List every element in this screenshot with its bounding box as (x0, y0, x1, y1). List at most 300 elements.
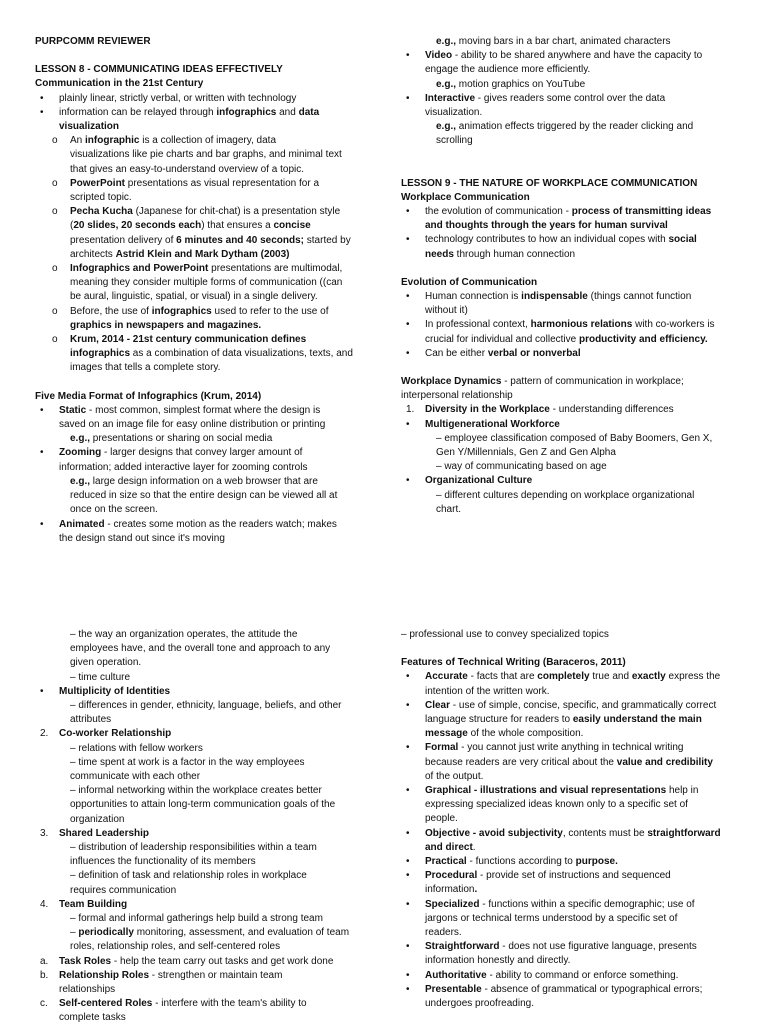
text: – (70, 927, 79, 939)
text: - gives readers some control over the data (475, 92, 666, 104)
list-continuation (35, 532, 370, 546)
column-top-left (35, 35, 370, 546)
bullet-icon: • (406, 983, 410, 995)
bold-text: Infographics and PowerPoint (70, 263, 209, 275)
bold-text: Team Building (59, 898, 128, 910)
text: meaning they consider multiple forms of communication ((can (70, 277, 343, 289)
bullet-icon: • (406, 234, 410, 246)
list-continuation (401, 134, 736, 148)
list-continuation (35, 855, 370, 869)
list-item (401, 403, 736, 417)
list-item (35, 333, 370, 347)
bullet-icon: • (40, 106, 44, 118)
text: communicate with each other (70, 771, 201, 783)
list-item (401, 827, 736, 841)
list-continuation (401, 35, 736, 49)
bold-text: e.g., (436, 36, 457, 47)
bullet-icon: • (406, 827, 410, 839)
list-item (401, 699, 736, 713)
list-item (35, 446, 370, 460)
text: with co-workers is (632, 319, 715, 331)
bold-text: PURPCOMM REVIEWER (35, 36, 151, 47)
text: ( (70, 220, 74, 232)
text: monitoring, assessment, and evaluation of team (133, 927, 350, 939)
bold-text: Procedural (425, 870, 478, 882)
text: the evolution of communication - (425, 206, 572, 218)
text: undergoes proofreading. (425, 998, 534, 1010)
bold-text: infographics (70, 348, 131, 360)
text: – differences in gender, ethnicity, language, beliefs, and other (70, 700, 342, 712)
list-continuation (35, 191, 370, 205)
bold-text: purpose. (575, 856, 618, 868)
bold-text: concise (273, 220, 311, 232)
bold-text: exactly (631, 671, 666, 683)
bullet-icon: • (406, 92, 410, 104)
list-continuation (401, 432, 736, 446)
bold-text: Video (425, 50, 453, 62)
bold-text: e.g., (70, 475, 91, 487)
bullet-icon: • (406, 671, 410, 683)
bold-text: Multiplicity of Identities (59, 685, 171, 697)
text-line (401, 375, 736, 389)
list-continuation (35, 713, 370, 727)
text: moving bars in a bar chart, animated characters (456, 36, 671, 47)
text: information; added interactive layer for zooming controls (59, 461, 308, 473)
list-item (401, 940, 736, 954)
bullet-icon: • (406, 206, 410, 218)
text: - facts that are (467, 671, 538, 683)
list-continuation (35, 148, 370, 162)
text: readers. (425, 927, 462, 939)
list-continuation (401, 727, 736, 741)
text: visualizations like pie charts and bar graphs, and minimal text (70, 149, 342, 161)
text: - creates some motion as the readers watch; makes (104, 518, 337, 530)
list-item (35, 205, 370, 219)
list-number: 3. (40, 827, 49, 839)
list-item (401, 233, 736, 247)
list-continuation (35, 163, 370, 177)
bullet-icon: o (52, 334, 58, 346)
text: plainly linear, strictly verbal, or written with technology (59, 92, 297, 104)
list-continuation (35, 756, 370, 770)
bold-text: Co-worker Relationship (59, 728, 172, 740)
text: - larger designs that convey larger amount of (101, 447, 303, 459)
bullet-icon: o (52, 263, 58, 275)
list-continuation (35, 319, 370, 333)
bullet-icon: • (40, 404, 44, 416)
list-continuation (401, 120, 736, 134)
text: - functions according to (466, 856, 576, 868)
text: , contents must be (562, 827, 648, 839)
text: information can be relayed through (59, 106, 217, 118)
bold-text: verbal or nonverbal (487, 347, 581, 359)
list-continuation (35, 770, 370, 784)
list-item (35, 969, 370, 983)
text: architects (70, 248, 116, 260)
text: presentations or sharing on social media (90, 433, 273, 445)
list-item (401, 670, 736, 684)
list-continuation (35, 475, 370, 489)
text: people. (425, 813, 458, 825)
text: large design information on a web browser that are (90, 475, 318, 487)
column-bottom-right (401, 628, 736, 1011)
text: animation effects triggered by the reader clicking and (456, 121, 694, 133)
list-item (35, 134, 370, 148)
text: - does not use figurative language, presents (499, 941, 697, 953)
bullet-icon: • (406, 969, 410, 981)
bold-text: infographic (85, 135, 140, 147)
bold-text: Straightforward (425, 941, 500, 953)
list-item (35, 518, 370, 532)
bold-text: needs (425, 248, 454, 260)
bold-text: Zooming (59, 447, 102, 459)
bold-text: and thoughts through the years for human survival (425, 220, 668, 232)
list-continuation (35, 884, 370, 898)
bold-text: and direct (425, 841, 473, 853)
list-continuation (401, 713, 736, 727)
text: information (425, 884, 475, 896)
text-line (401, 628, 736, 642)
bold-text: Relationship Roles (59, 969, 150, 981)
bold-text: message (425, 728, 468, 740)
list-continuation (401, 912, 736, 926)
bold-text: visualization (59, 121, 120, 133)
list-continuation (35, 219, 370, 233)
text: of the output. (425, 770, 484, 782)
bullet-icon: o (52, 135, 58, 147)
bold-text: Five Media Format of Infographics (Krum, 2014) (35, 390, 262, 402)
list-continuation (35, 234, 370, 248)
bold-text: social (668, 234, 697, 246)
list-item (401, 474, 736, 488)
list-item (35, 685, 370, 699)
list-continuation (35, 418, 370, 432)
list-continuation (401, 446, 736, 460)
text: chart. (436, 503, 462, 515)
list-continuation (35, 347, 370, 361)
bold-text: 20 slides, 20 seconds each (73, 220, 202, 232)
bold-text: completely (537, 671, 590, 683)
bold-text: Presentable (425, 983, 482, 995)
spacer (35, 49, 370, 63)
list-number: a. (40, 955, 49, 967)
bold-text: infographics (151, 305, 212, 317)
text: scripted topic. (70, 192, 132, 204)
text: started by (304, 234, 351, 246)
list-item (35, 898, 370, 912)
text: Can be either (425, 347, 488, 359)
list-item (35, 305, 370, 319)
bold-text: Communication in the 21st Century (35, 78, 204, 90)
bullet-icon: • (40, 685, 44, 697)
column-top-right (401, 35, 736, 517)
list-continuation (35, 656, 370, 670)
bullet-icon: • (406, 870, 410, 882)
text: - you cannot just write anything in technical writing (458, 742, 684, 754)
list-continuation (35, 503, 370, 517)
bold-text: LESSON 9 - THE NATURE OF WORKPLACE COMMUNICATION (401, 177, 698, 189)
bold-text: e.g., (436, 78, 457, 90)
bullet-icon: o (52, 177, 58, 189)
text: – employee classification composed of Baby Boomers, Gen X, (436, 432, 713, 444)
text-line (401, 191, 736, 205)
list-number: 2. (40, 728, 49, 740)
bullet-icon: • (406, 475, 410, 487)
text: through human connection (453, 248, 576, 260)
text: - pattern of communication in workplace; (501, 376, 684, 388)
text: relationships (59, 984, 116, 996)
bullet-icon: • (40, 447, 44, 459)
list-continuation (401, 812, 736, 826)
list-item (35, 106, 370, 120)
list-continuation (401, 798, 736, 812)
text: presentations as visual representation for a (125, 177, 320, 189)
text: – time spent at work is a factor in the way employees (70, 756, 305, 768)
bold-text: Astrid Klein and Mark Dytham (2003) (115, 248, 290, 260)
text: - use of simple, concise, specific, and grammatically correct (450, 699, 717, 711)
bold-text: data (298, 106, 320, 118)
text: – definition of task and relationship roles in workplace (70, 870, 307, 882)
text: engage the audience more efficiently. (425, 64, 591, 76)
text: Human connection is (425, 291, 522, 303)
bold-text: Formal (425, 742, 459, 754)
text: language structure for readers to (425, 714, 573, 726)
list-continuation (401, 685, 736, 699)
spacer (401, 361, 736, 375)
text: scrolling (436, 135, 473, 147)
list-item (401, 418, 736, 432)
bold-text: LESSON 8 - COMMUNICATING IDEAS EFFECTIVELY (35, 64, 283, 76)
list-continuation (35, 742, 370, 756)
bullet-icon: • (406, 898, 410, 910)
list-continuation (401, 333, 736, 347)
text: reduced in size so that the entire design can be viewed all at (70, 490, 338, 502)
text: - ability to be shared anywhere and have the capacity to (452, 50, 703, 62)
list-continuation (35, 940, 370, 954)
list-item (35, 997, 370, 1011)
bold-text: e.g., (70, 433, 91, 445)
text: - most common, simplest format where the design is (86, 404, 321, 416)
bullet-icon: o (52, 305, 58, 317)
bold-text: Accurate (425, 671, 468, 683)
list-continuation (35, 432, 370, 446)
bullet-icon: • (406, 319, 410, 331)
bullet-icon: • (406, 742, 410, 754)
bullet-icon: • (40, 92, 44, 104)
list-item (35, 262, 370, 276)
list-item (401, 290, 736, 304)
bold-text: periodically (78, 927, 134, 939)
text: In professional context, (425, 319, 531, 331)
text-line (35, 63, 370, 77)
list-continuation (401, 997, 736, 1011)
bold-text: 6 minutes and 40 seconds; (176, 234, 304, 246)
bullet-icon: • (40, 518, 44, 530)
bold-text: value and credibility (616, 756, 713, 768)
bold-text: productivity and efficiency. (578, 333, 708, 345)
list-continuation (401, 883, 736, 897)
text: presentation delivery of (70, 234, 177, 246)
bold-text: harmonious relations (530, 319, 633, 331)
text: help in (666, 785, 699, 797)
list-item (401, 784, 736, 798)
text: presentations are multimodal, (208, 263, 343, 275)
text: intention of the written work. (425, 685, 550, 697)
bullet-icon: • (406, 941, 410, 953)
text: roles, relationship roles, and self-centered roles (70, 941, 281, 953)
list-number: 4. (40, 898, 49, 910)
list-continuation (35, 798, 370, 812)
list-item (35, 404, 370, 418)
bold-text: Interactive (425, 92, 476, 104)
text: saved on an image file for easy online distribution or printing (59, 419, 326, 431)
list-item (401, 969, 736, 983)
list-continuation (401, 926, 736, 940)
bold-text: Workplace Communication (401, 191, 530, 203)
list-continuation (35, 120, 370, 134)
list-continuation (35, 671, 370, 685)
bullet-icon: • (406, 856, 410, 868)
bold-text: e.g., (436, 121, 457, 133)
text-line (35, 77, 370, 91)
list-number: c. (40, 998, 48, 1010)
text: - ability to command or enforce something. (486, 969, 679, 981)
list-continuation (401, 78, 736, 92)
list-item (401, 205, 736, 219)
bold-text: Diversity in the Workplace (425, 404, 550, 416)
column-bottom-left (35, 628, 370, 1026)
list-continuation (401, 756, 736, 770)
text: – informal networking within the workplace creates better (70, 785, 322, 797)
bold-text: Practical (425, 856, 467, 868)
list-item (401, 49, 736, 63)
list-continuation (401, 63, 736, 77)
bold-text: Pecha Kucha (70, 206, 133, 218)
text: An (70, 135, 86, 147)
bullet-icon: • (406, 785, 410, 797)
text: - help the team carry out tasks and get work done (111, 955, 334, 967)
bold-text: Graphical - illustrations and visual representations (425, 785, 667, 797)
list-continuation (401, 503, 736, 517)
list-continuation (401, 219, 736, 233)
spacer (401, 149, 736, 163)
text: used to refer to the use of (211, 305, 329, 317)
list-continuation (401, 841, 736, 855)
bold-text: infographics (216, 106, 277, 118)
text-line (35, 390, 370, 404)
text: - interfere with the team's ability to (152, 998, 307, 1010)
bullet-icon: • (406, 699, 410, 711)
text: – time culture (70, 671, 131, 683)
list-item (401, 983, 736, 997)
bold-text: Workplace Dynamics (401, 376, 502, 388)
bold-text: indispensable (521, 291, 588, 303)
text: - absence of grammatical or typographical errors; (481, 983, 703, 995)
list-continuation (35, 628, 370, 642)
spacer (401, 262, 736, 276)
list-continuation (401, 489, 736, 503)
spacer (401, 642, 736, 656)
text: jargons or technical terms understood by a specific set of (425, 912, 678, 924)
bold-text: Animated (59, 518, 105, 530)
text: – way of communicating based on age (436, 461, 607, 473)
text: and (276, 106, 299, 118)
list-continuation (35, 926, 370, 940)
bold-text: Evolution of Communication (401, 276, 538, 288)
text: – professional use to convey specialized topics (401, 629, 609, 640)
text: given operation. (70, 657, 142, 669)
bold-text: Multigenerational Workforce (425, 418, 560, 430)
bold-text: graphics in newspapers and magazines. (70, 319, 262, 331)
list-continuation (35, 869, 370, 883)
text: be aural, linguistic, spatial, or visual) in a single delivery. (70, 291, 318, 303)
text: - functions within a specific demographic; use of (479, 898, 695, 910)
text: true and (589, 671, 632, 683)
bold-text: straightforward (647, 827, 721, 839)
text: that gives an easy-to-understand overview of a topic. (70, 163, 305, 175)
text: as a combination of data visualizations, texts, and (130, 348, 353, 360)
text: – the way an organization operates, the attitude the (70, 629, 298, 640)
text: because readers are very critical about the (425, 756, 617, 768)
list-item (401, 318, 736, 332)
text: – relations with fellow workers (70, 742, 203, 754)
text: visualization. (425, 107, 483, 119)
list-number: 1. (406, 404, 415, 416)
list-continuation (401, 954, 736, 968)
list-continuation (35, 699, 370, 713)
text: - understanding differences (549, 404, 674, 416)
text: opportunities to attain long-term communication goals of the (70, 799, 336, 811)
bold-text: Static (59, 404, 87, 416)
list-continuation (401, 460, 736, 474)
bold-text: Features of Technical Writing (Baraceros, 2011) (401, 657, 626, 669)
list-continuation (35, 813, 370, 827)
list-item (35, 827, 370, 841)
text: interpersonal relationship (401, 390, 513, 402)
bullet-icon: o (52, 206, 58, 218)
text: technology contributes to how an individual copes with (425, 234, 669, 246)
list-item (401, 869, 736, 883)
list-item (35, 955, 370, 969)
text: Gen Y/Millennials, Gen Z and Gen Alpha (436, 447, 616, 459)
text: the design stand out since it's moving (59, 532, 225, 544)
text: - provide set of instructions and sequenced (477, 870, 671, 882)
text: (things cannot function (587, 291, 692, 303)
text: – formal and informal gatherings help build a strong team (70, 913, 323, 925)
list-item (401, 855, 736, 869)
bold-text: PowerPoint (70, 177, 126, 189)
text: crucial for individual and collective (425, 333, 579, 345)
text: organization (70, 813, 125, 825)
text: (Japanese for chit-chat) is a presentation style (132, 206, 341, 218)
text: without it) (425, 305, 468, 317)
text: influences the functionality of its members (70, 856, 256, 868)
list-continuation (35, 983, 370, 997)
bullet-icon: • (406, 50, 410, 62)
list-continuation (401, 770, 736, 784)
list-continuation (35, 276, 370, 290)
bold-text: Clear (425, 699, 451, 711)
text: employees have, and the overall tone and approach to any (70, 643, 331, 655)
list-continuation (35, 642, 370, 656)
bold-text: easily understand the main (572, 714, 702, 726)
bold-text: Self-centered Roles (59, 998, 153, 1010)
list-continuation (35, 912, 370, 926)
text: expressing specialized ideas known only to a specific set of (425, 799, 688, 811)
text: . (472, 841, 476, 853)
list-continuation (35, 784, 370, 798)
text: - strengthen or maintain team (149, 969, 283, 981)
